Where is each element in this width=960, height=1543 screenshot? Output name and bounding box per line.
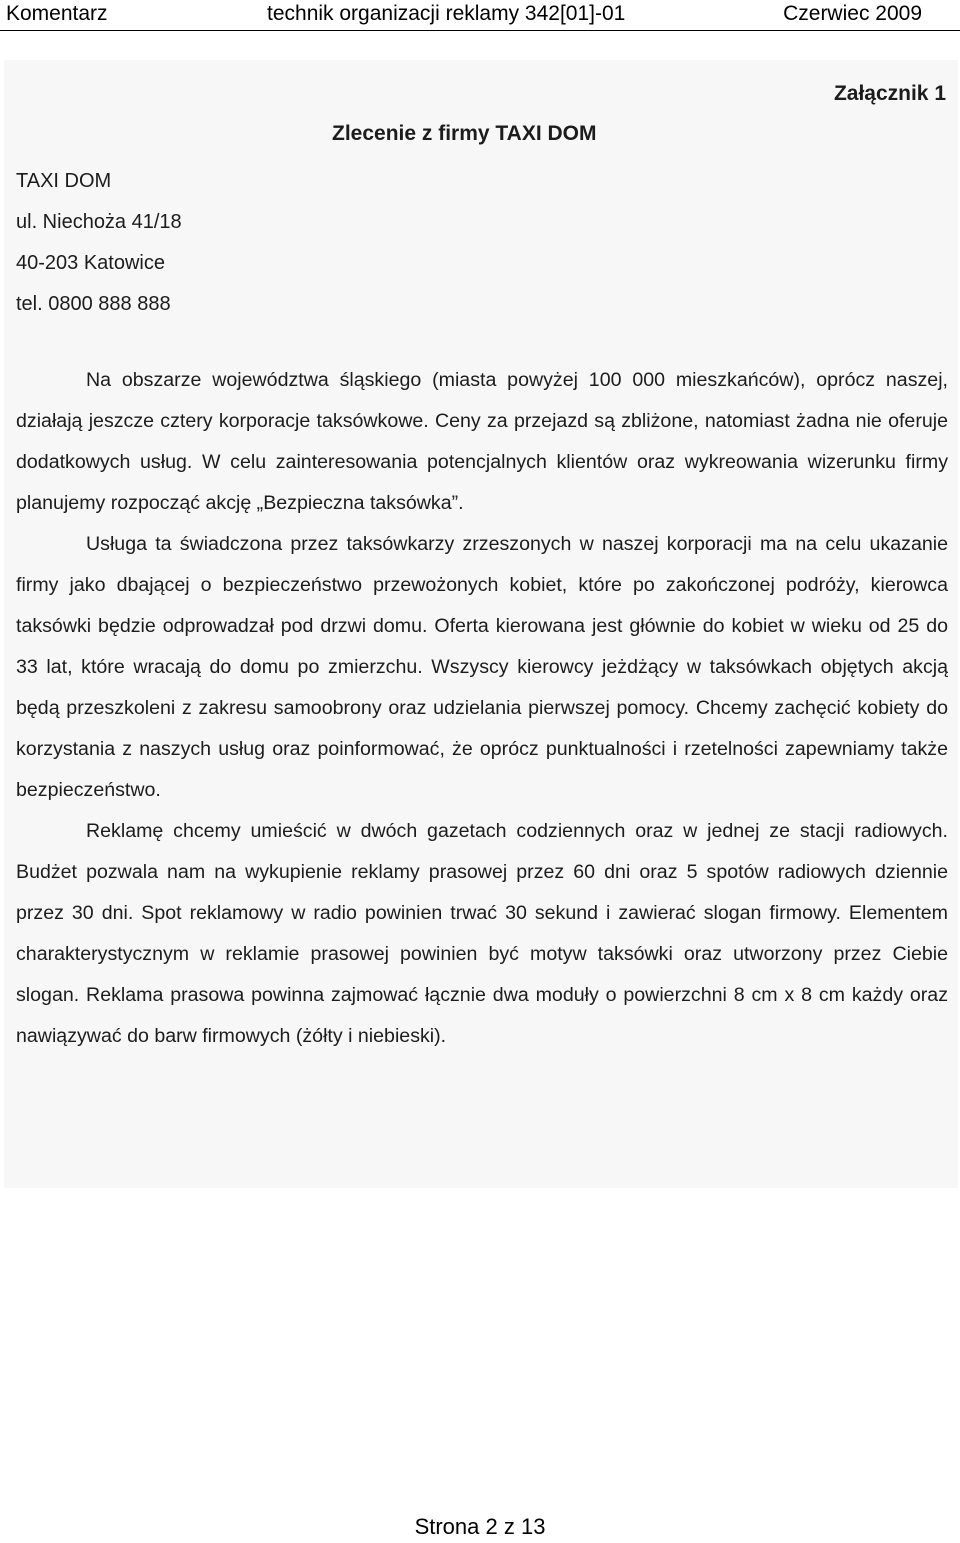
- header-right: Czerwiec 2009: [783, 2, 922, 25]
- document-body: [16, 360, 948, 1057]
- address-line: TAXI DOM: [16, 170, 112, 192]
- page-number: Strona 2 z 13: [414, 1514, 546, 1539]
- page-header: [0, 0, 960, 31]
- address-block: [16, 161, 182, 325]
- document-title: Zlecenie z firmy TAXI DOM: [332, 122, 597, 145]
- header-center: technik organizacji reklamy 342[01]-01: [267, 2, 626, 25]
- paragraph: Na obszarze województwa śląskiego (miasta powyżej 100 000 mieszkańców), oprócz naszej, działają jeszcze cztery korporacje taksówkowe. Ceny za przejazd są zbliżone, natomiast żadna nie oferuje dodatkowych usług. W celu zainteresowania potencjalnych klientów oraz wykreowania wizerunku firmy planujemy rozpocząć akcję „Bezpieczna taksówka”.: [16, 369, 948, 514]
- paragraph: Usługa ta świadczona przez taksówkarzy zrzeszonych w naszej korporacji ma na celu ukazanie firmy jako dbającej o bezpieczeństwo przewożonych kobiet, które po zakończonej podróży, kierowca taksówki będzie odprowadzał pod drzwi domu. Oferta kierowana jest głównie do kobiet w wieku od 25 do 33 lat, które wracają do domu po zmierzchu. Wszyscy kierowcy jeżdżący w taksówkach objętych akcją będą przeszkoleni z zakresu samoobrony oraz udzielania pierwszej pomocy. Chcemy zachęcić kobiety do korzystania z naszych usług oraz poinformować, że oprócz punktualności i rzetelności zapewniamy także bezpieczeństwo.: [16, 533, 948, 801]
- scanned-attachment: [4, 60, 958, 1188]
- address-line: tel. 0800 888 888: [16, 293, 171, 315]
- address-line: ul. Niechoża 41/18: [16, 211, 182, 233]
- paragraph: Reklamę chcemy umieścić w dwóch gazetach codziennych oraz w jednej ze stacji radiowych. Budżet pozwala nam na wykupienie reklamy prasowej przez 60 dni oraz 5 spotów radiowych dziennie przez 30 dni. Spot reklamowy w radio powinien trwać 30 sekund i zawierać slogan firmowy. Elementem charakterystycznym w reklamie prasowej powinien być motyw taksówki oraz utworzony przez Ciebie slogan. Reklama prasowa powinna zajmować łącznie dwa moduły o powierzchni 8 cm x 8 cm każdy oraz nawiązywać do barw firmowych (żółty i niebieski).: [16, 820, 948, 1047]
- address-line: 40-203 Katowice: [16, 252, 165, 274]
- annex-label: Załącznik 1: [833, 82, 946, 105]
- header-left: Komentarz: [6, 2, 108, 25]
